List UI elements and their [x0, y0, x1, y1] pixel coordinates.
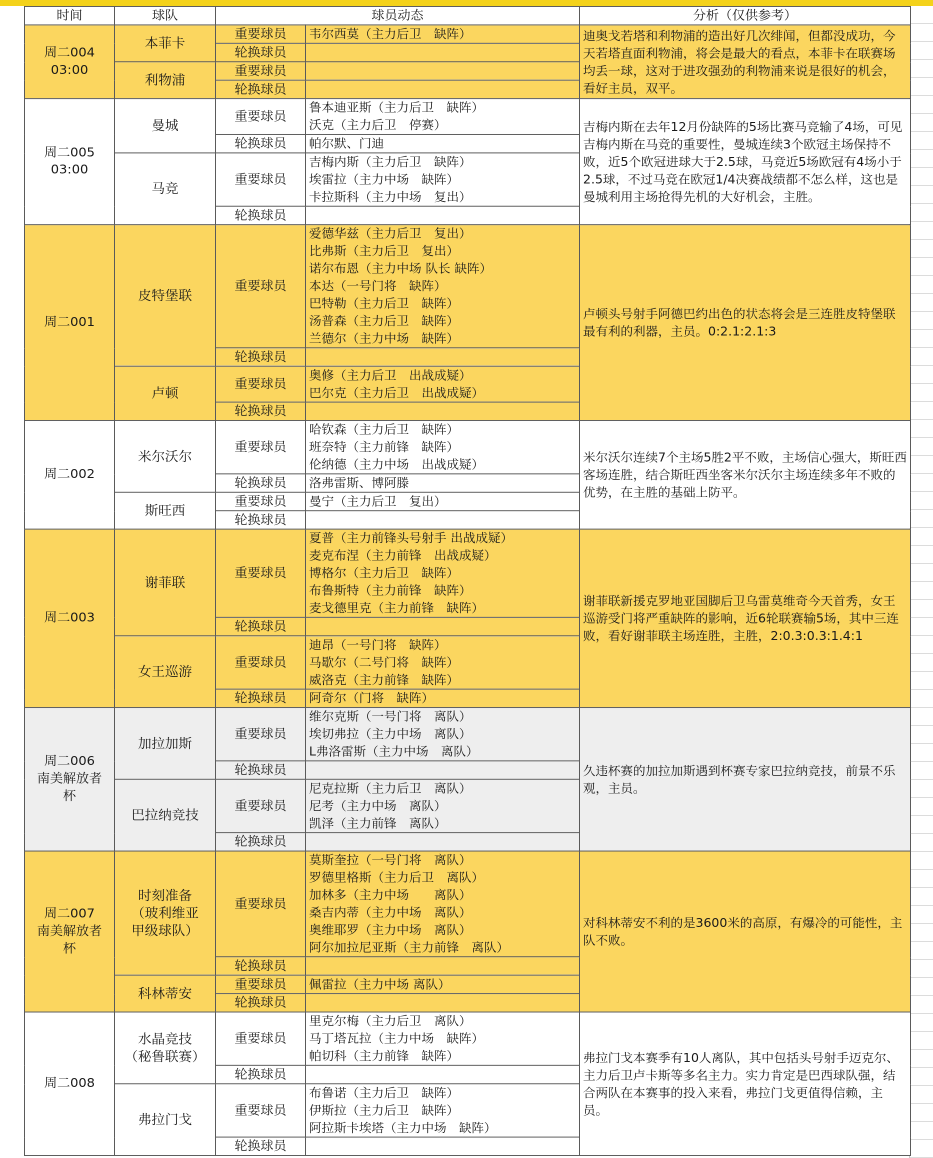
player-entry: 布鲁斯特（主力前锋 缺阵）: [309, 582, 472, 598]
key-players-list: [306, 708, 580, 761]
rotation-players-label: 轮换球员: [216, 402, 306, 420]
player-entry: [309, 403, 576, 420]
rotation-players-list: [306, 957, 580, 975]
player-entry: [309, 81, 576, 98]
player-entry: 阿尔加拉尼亚斯（主力前锋 离队）: [309, 939, 510, 955]
player-entry: 兰德尔（主力中场 缺阵）: [309, 330, 460, 346]
key-players-list: [306, 1084, 580, 1137]
match-row: [25, 99, 911, 135]
key-players-label: 重要球员: [216, 421, 306, 474]
key-players-list: [306, 1012, 580, 1065]
key-players-list: [306, 492, 580, 510]
player-entry: [309, 348, 576, 365]
player-entry: 阿奇尔（门将 缺阵）: [309, 690, 435, 706]
rotation-players-label: 轮换球员: [216, 511, 306, 529]
player-entry: 埃切弗拉（主力中场 离队）: [309, 726, 472, 741]
rotation-players-list: [306, 402, 580, 420]
player-entry: 里克尔梅（主力后卫 离队）: [309, 1013, 472, 1029]
rotation-players-list: [306, 134, 580, 152]
rotation-players-list: [306, 1137, 580, 1155]
player-entry: 伦纳德（主力中场 出战成疑）: [309, 456, 485, 472]
match-row: [25, 1012, 911, 1065]
team-name: 本菲卡: [115, 25, 216, 62]
player-entry: 沃克（主力后卫 停赛）: [309, 117, 447, 133]
team-name: 巴拉纳竞技: [115, 779, 216, 851]
player-entry: 班奈特（主力前锋 缺阵）: [309, 439, 460, 454]
player-entry: [309, 1066, 576, 1083]
player-entry: 迪昂（一号门将 缺阵）: [309, 637, 447, 652]
player-entry: 帕尔默、门迪: [309, 135, 385, 151]
player-entry: 马丁塔瓦拉（主力中场 缺阵）: [309, 1030, 485, 1046]
key-players-label: 重要球员: [216, 225, 306, 348]
match-analysis: 弗拉门戈本赛季有10人离队，其中包括头号射手迈克尔、主力后卫卢卡斯等多名主力。实力肯定是巴西球队强，结合两队在本赛事的投入来看，弗拉门戈更值得信赖，主员。: [580, 1012, 911, 1156]
player-entry: 吉梅内斯（主力后卫 缺阵）: [309, 154, 472, 169]
team-name: 利物浦: [115, 62, 216, 99]
schedule-table: [24, 6, 911, 1156]
key-players-label: 重要球员: [216, 62, 306, 80]
team-name: 曼城: [115, 99, 216, 153]
match-time: 周二001: [25, 225, 115, 421]
key-players-list: [306, 153, 580, 206]
player-entry: [309, 44, 576, 61]
key-players-label: 重要球员: [216, 708, 306, 761]
col-analysis-header: 分析（仅供参考）: [580, 6, 911, 24]
rotation-players-list: [306, 43, 580, 61]
player-entry: 伊斯拉（主力后卫 缺阵）: [309, 1102, 460, 1118]
match-analysis: 米尔沃尔连续7个主场5胜2平不败，主场信心强大，斯旺西客场连胜，结合斯旺西坐客米尔沃尔主场连续多年不败的优势，在主胜的基础上防平。: [580, 421, 911, 530]
team-name: 女王巡游: [115, 636, 216, 708]
rotation-players-label: 轮换球员: [216, 80, 306, 98]
player-entry: 巴特勒（主力后卫 缺阵）: [309, 295, 460, 311]
match-time: 周二005 03:00: [25, 99, 115, 225]
player-entry: [309, 833, 576, 850]
match-row: [25, 421, 911, 474]
player-entry: 哈钦森（主力后卫 缺阵）: [309, 421, 460, 437]
match-row: [25, 25, 911, 43]
rotation-players-label: 轮换球员: [216, 761, 306, 779]
player-entry: [309, 618, 576, 635]
col-team-header: 球队: [115, 6, 216, 24]
key-players-list: [306, 62, 580, 80]
col-time-header: 时间: [25, 6, 115, 24]
player-entry: 布鲁诺（主力后卫 缺阵）: [309, 1085, 460, 1100]
rotation-players-label: 轮换球员: [216, 474, 306, 492]
player-entry: [309, 62, 576, 79]
rotation-players-list: [306, 474, 580, 492]
key-players-label: 重要球员: [216, 153, 306, 206]
rotation-players-label: 轮换球员: [216, 1065, 306, 1083]
key-players-label: 重要球员: [216, 1084, 306, 1137]
header-row: [25, 6, 911, 24]
empty-grid-columns: [909, 6, 933, 1158]
player-entry: 麦克布涅（主力前锋 出战成疑）: [309, 548, 497, 563]
match-time: 周二008: [25, 1012, 115, 1156]
key-players-label: 重要球员: [216, 366, 306, 402]
rotation-players-label: 轮换球员: [216, 134, 306, 152]
key-players-label: 重要球员: [216, 25, 306, 43]
rotation-players-list: [306, 206, 580, 224]
match-time: 周二004 03:00: [25, 25, 115, 99]
match-time: 周二002: [25, 421, 115, 530]
player-entry: 维尔克斯（一号门将 离队）: [309, 708, 472, 724]
player-entry: 鲁本迪亚斯（主力后卫 缺阵）: [309, 100, 485, 115]
player-entry: 博格尔（主力后卫 缺阵）: [309, 565, 460, 581]
rotation-players-list: [306, 1065, 580, 1083]
match-row: [25, 529, 911, 617]
col-players-header: 球员动态: [216, 6, 580, 24]
team-name: 科林蒂安: [115, 975, 216, 1012]
player-entry: L弗洛雷斯（主力中场 离队）: [309, 743, 479, 759]
key-players-label: 重要球员: [216, 99, 306, 135]
player-entry: 桑吉内蒂（主力中场 离队）: [309, 904, 472, 920]
match-analysis: 对科林蒂安不利的是3600米的高原，有爆冷的可能性，主队不败。: [580, 851, 911, 1012]
player-entry: [309, 207, 576, 224]
player-entry: 卡拉斯科（主力中场 复出）: [309, 189, 472, 204]
match-analysis: 卢顿头号射手阿德巴约出色的状态将会是三连胜皮特堡联最有利的利器，主员。0:2.1:2.1:3: [580, 225, 911, 421]
key-players-list: [306, 366, 580, 402]
player-entry: 马歇尔（二号门将 缺阵）: [309, 654, 460, 670]
key-players-label: 重要球员: [216, 529, 306, 617]
match-analysis: 吉梅内斯在去年12月份缺阵的5场比赛马竞输了4场，可见吉梅内斯在马竞的重要性，曼城连续3个欧冠主场保持不败，近5个欧冠进球大于2.5球，马竞近5场欧冠有4场小于2.5球，不过马竞在欧冠1/4决赛战绩都不怎么样，这也是曼城利用主场抢得先机的大好机会，主胜。: [580, 99, 911, 225]
rotation-players-label: 轮换球员: [216, 1137, 306, 1155]
rotation-players-list: [306, 348, 580, 366]
key-players-label: 重要球员: [216, 779, 306, 832]
key-players-label: 重要球员: [216, 851, 306, 957]
key-players-list: [306, 99, 580, 135]
match-analysis: 迪奥戈若塔和利物浦的造出好几次绯闻，但都没成功，今天若塔直面利物浦，将会是最大的看点，本菲卡在联赛场均丢一球，这对于进攻强劲的利物浦来说是很好的机会，看好主员，双平。: [580, 25, 911, 99]
player-entry: [309, 1138, 576, 1155]
rotation-players-label: 轮换球员: [216, 43, 306, 61]
player-entry: [309, 761, 576, 778]
player-entry: 埃雷拉（主力中场 缺阵）: [309, 171, 460, 187]
player-entry: 巴尔克（主力后卫 出战成疑）: [309, 385, 485, 400]
key-players-label: 重要球员: [216, 1012, 306, 1065]
rotation-players-list: [306, 689, 580, 707]
team-name: 皮特堡联: [115, 225, 216, 367]
match-analysis: 谢菲联新援克罗地亚国脚后卫乌雷莫维奇今天首秀，女王巡游受门将严重缺阵的影响，近6轮联赛输5场，其中三连败，看好谢菲联主场连胜，主胜，2:0.3:0.3:1.4:1: [580, 529, 911, 707]
player-entry: 爱德华兹（主力后卫 复出）: [309, 226, 472, 241]
rotation-players-label: 轮换球员: [216, 833, 306, 851]
key-players-list: [306, 225, 580, 348]
player-entry: 曼宁（主力后卫 复出）: [309, 493, 447, 509]
key-players-label: 重要球员: [216, 975, 306, 993]
rotation-players-label: 轮换球员: [216, 617, 306, 635]
key-players-list: [306, 636, 580, 689]
match-time: 周二006 南美解放者 杯: [25, 708, 115, 852]
match-row: [25, 851, 911, 957]
player-entry: 洛弗雷斯、博阿滕: [309, 475, 410, 490]
player-entry: 帕切科（主力前锋 缺阵）: [309, 1048, 460, 1063]
rotation-players-label: 轮换球员: [216, 689, 306, 707]
team-name: 加拉加斯: [115, 708, 216, 780]
player-entry: 凯泽（主力前锋 离队）: [309, 815, 447, 831]
player-entry: 夏普（主力前锋头号射手 出战成疑）: [309, 530, 513, 546]
rotation-players-list: [306, 833, 580, 851]
player-entry: 阿拉斯卡埃塔（主力中场 缺阵）: [309, 1120, 497, 1135]
match-time: 周二007 南美解放者 杯: [25, 851, 115, 1012]
team-name: 米尔沃尔: [115, 421, 216, 493]
key-players-list: [306, 779, 580, 832]
player-entry: 奥修（主力后卫 出战成疑）: [309, 367, 472, 383]
player-entry: 比弗斯（主力后卫 复出）: [309, 243, 460, 259]
player-entry: [309, 994, 576, 1011]
key-players-label: 重要球员: [216, 492, 306, 510]
key-players-list: [306, 851, 580, 957]
player-entry: 本达（一号门将 缺阵）: [309, 278, 447, 294]
team-name: 马竞: [115, 153, 216, 225]
player-entry: 尼克拉斯（主力后卫 离队）: [309, 780, 472, 796]
player-entry: [309, 511, 576, 528]
key-players-list: [306, 421, 580, 474]
key-players-label: 重要球员: [216, 636, 306, 689]
team-name: 弗拉门戈: [115, 1084, 216, 1156]
team-name: 谢菲联: [115, 529, 216, 636]
rotation-players-label: 轮换球员: [216, 348, 306, 366]
rotation-players-label: 轮换球员: [216, 957, 306, 975]
player-entry: 汤普森（主力后卫 缺阵）: [309, 313, 460, 328]
rotation-players-list: [306, 80, 580, 98]
key-players-list: [306, 975, 580, 993]
player-entry: 麦戈德里克（主力前锋 缺阵）: [309, 600, 485, 615]
player-entry: 莫斯奎拉（一号门将 离队）: [309, 852, 472, 868]
match-analysis: 久违杯赛的加拉加斯遇到杯赛专家巴拉纳竞技，前景不乐观，主员。: [580, 708, 911, 852]
match-time: 周二003: [25, 529, 115, 707]
key-players-list: [306, 529, 580, 617]
rotation-players-label: 轮换球员: [216, 206, 306, 224]
player-entry: 罗德里格斯（主力后卫 离队）: [309, 869, 485, 885]
player-entry: 佩雷拉（主力中场 离队）: [309, 976, 451, 992]
match-row: [25, 225, 911, 348]
rotation-players-list: [306, 511, 580, 529]
team-name: 时刻准备 （玻利维亚 甲级球队）: [115, 851, 216, 975]
player-entry: 尼考（主力中场 离队）: [309, 798, 447, 813]
player-entry: 加林多（主力中场 离队）: [309, 887, 472, 902]
team-name: 水晶竞技 （秘鲁联赛）: [115, 1012, 216, 1084]
team-name: 斯旺西: [115, 492, 216, 529]
key-players-list: [306, 25, 580, 43]
rotation-players-label: 轮换球员: [216, 994, 306, 1012]
player-entry: 威洛克（主力前锋 缺阵）: [309, 672, 460, 687]
rotation-players-list: [306, 994, 580, 1012]
player-entry: 诺尔布恩（主力中场 队长 缺阵）: [309, 261, 492, 276]
player-entry: [309, 957, 576, 974]
player-entry: 韦尔西莫（主力后卫 缺阵）: [309, 26, 472, 41]
team-name: 卢顿: [115, 366, 216, 420]
match-row: [25, 708, 911, 761]
rotation-players-list: [306, 617, 580, 635]
player-entry: 奥维耶罗（主力中场 离队）: [309, 922, 472, 937]
rotation-players-list: [306, 761, 580, 779]
